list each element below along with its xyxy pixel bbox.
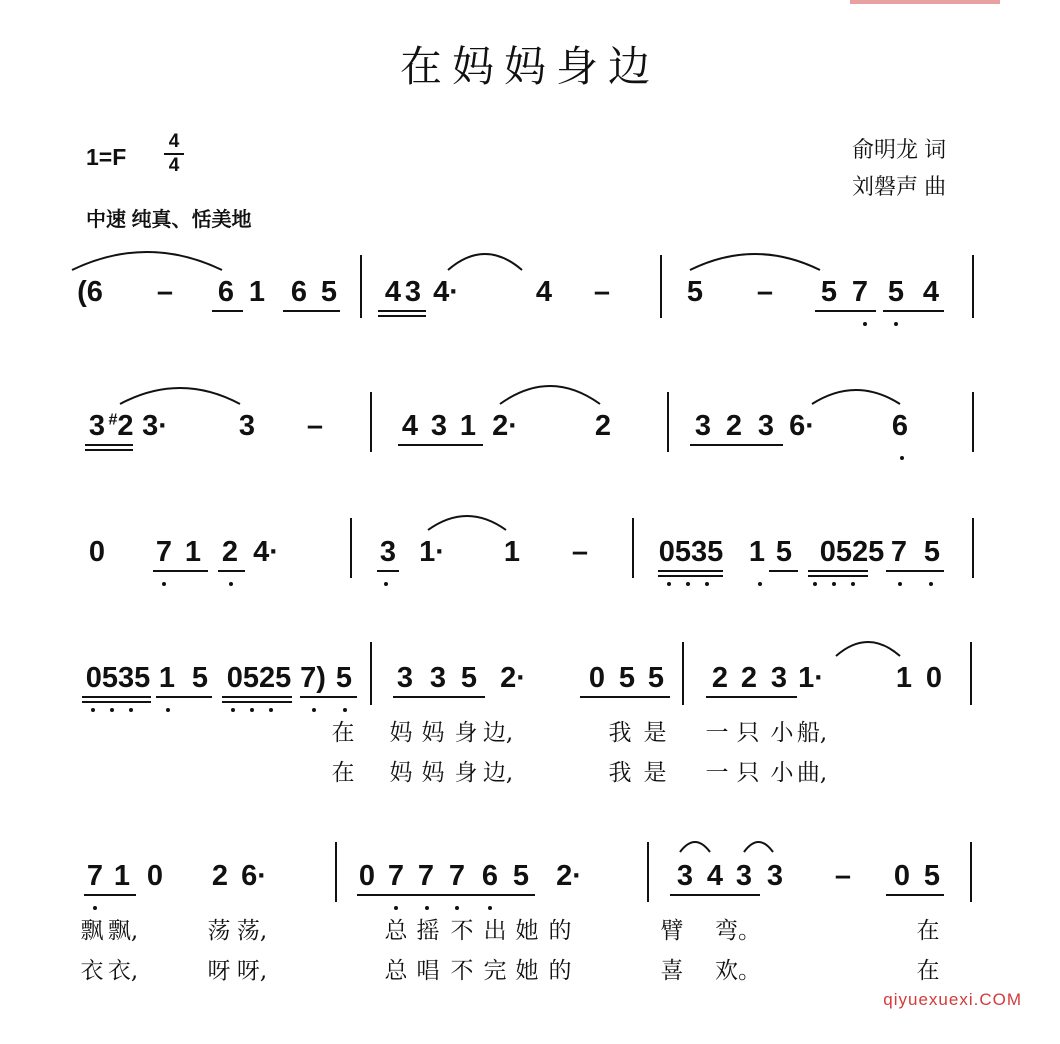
bar-line [647, 842, 649, 902]
beam-underline [815, 310, 876, 312]
note: 2 [725, 410, 743, 442]
note: 3 [430, 410, 448, 442]
note: 3· [142, 410, 168, 442]
slur [812, 390, 900, 404]
beam-underline [212, 310, 243, 312]
beam-underline [156, 696, 212, 698]
note: 1 [895, 662, 913, 694]
lyric-syllable: 是 [643, 760, 667, 786]
slur [72, 252, 222, 270]
beam-underline [580, 696, 670, 698]
lyric-syllable: 边, [482, 760, 514, 786]
note: (6 [77, 276, 103, 308]
lyric-syllable: 不 [450, 958, 474, 984]
lyric-syllable: 飘, [107, 918, 139, 944]
note: 3 [676, 860, 694, 892]
note: 2· [492, 410, 518, 442]
slur [744, 842, 773, 852]
octave-dot [231, 708, 235, 712]
tempo-marking: 中速 纯真、恬美地 [86, 209, 252, 231]
octave-dot [851, 582, 855, 586]
octave-dot [166, 708, 170, 712]
note: – [593, 276, 611, 308]
note: 3 [770, 662, 788, 694]
lyricist-credit: 俞明龙 词 [852, 137, 947, 162]
beam-underline [378, 310, 426, 312]
note: 4 [706, 860, 724, 892]
octave-dot [110, 708, 114, 712]
octave-dot [229, 582, 233, 586]
note: 7 [155, 536, 173, 568]
beam-underline [690, 444, 783, 446]
slur [500, 386, 600, 404]
beam-underline [153, 570, 208, 572]
octave-dot [863, 322, 867, 326]
beam-underline [670, 894, 760, 896]
lyric-syllable: 喜 [660, 958, 684, 984]
bar-line [660, 255, 662, 318]
lyric-syllable: 她 [515, 918, 539, 944]
octave-dot [686, 582, 690, 586]
lyric-syllable: 在 [331, 720, 355, 746]
octave-dot [900, 456, 904, 460]
note: 3 [735, 860, 753, 892]
lyric-syllable: 完 [483, 958, 507, 984]
note: 3 [694, 410, 712, 442]
beam-underline [222, 701, 292, 703]
note: 4· [253, 536, 279, 568]
note: 1 [113, 860, 131, 892]
note: 7 [890, 536, 908, 568]
slur [428, 516, 506, 530]
lyric-syllable: 荡 [207, 918, 231, 944]
slur [690, 254, 820, 270]
note: 3 [379, 536, 397, 568]
lyric-syllable: 总 [384, 958, 408, 984]
octave-dot [394, 906, 398, 910]
octave-dot [813, 582, 817, 586]
beam-underline [378, 315, 426, 317]
bar-line [667, 392, 669, 452]
bar-line [972, 392, 974, 452]
beam-underline [84, 894, 136, 896]
note: 7) [300, 662, 326, 694]
lyric-syllable: 妈 [389, 760, 413, 786]
beam-underline [883, 310, 944, 312]
note: 3 [88, 410, 106, 442]
note: 5 [923, 536, 941, 568]
octave-dot [384, 582, 388, 586]
lyric-syllable: 小 [770, 760, 794, 786]
note: 3 [429, 662, 447, 694]
beam-underline [82, 696, 151, 698]
beam-underline [398, 444, 483, 446]
note: 7 [851, 276, 869, 308]
note: 0 [358, 860, 376, 892]
lyric-syllable: 荡, [236, 918, 268, 944]
lyric-syllable: 船, [796, 720, 828, 746]
octave-dot [758, 582, 762, 586]
lyric-syllable: 的 [548, 958, 572, 984]
beam-underline [85, 444, 133, 446]
bar-line [682, 642, 684, 705]
note: 5 [647, 662, 665, 694]
octave-dot [425, 906, 429, 910]
top-color-strip [850, 0, 1000, 4]
beam-underline [85, 449, 133, 451]
octave-dot [343, 708, 347, 712]
lyric-syllable: 飘 [80, 918, 104, 944]
note: 1 [184, 536, 202, 568]
note: 4· [433, 276, 459, 308]
lyric-syllable: 身 [454, 720, 478, 746]
octave-dot [488, 906, 492, 910]
lyric-syllable: 衣 [80, 958, 104, 984]
lyric-syllable: 妈 [421, 720, 445, 746]
lyric-syllable: 欢。 [715, 958, 761, 984]
lyric-syllable: 小 [770, 720, 794, 746]
beam-underline [706, 696, 797, 698]
note: 6· [241, 860, 267, 892]
lyric-syllable: 她 [515, 958, 539, 984]
note: – [834, 860, 852, 892]
note: 1 [748, 536, 766, 568]
beam-underline [658, 575, 723, 577]
octave-dot [93, 906, 97, 910]
lyric-syllable: 在 [916, 918, 940, 944]
lyric-syllable: 呀, [236, 958, 268, 984]
note: 3 [396, 662, 414, 694]
octave-dot [832, 582, 836, 586]
note: 1 [158, 662, 176, 694]
note: 1 [503, 536, 521, 568]
octave-dot [129, 708, 133, 712]
lyric-syllable: 衣, [107, 958, 139, 984]
note: 5 [191, 662, 209, 694]
note: 4 [922, 276, 940, 308]
time-signature-top: 4 [168, 131, 180, 152]
bar-line [370, 642, 372, 705]
slur [448, 254, 522, 270]
lyric-syllable: 出 [483, 918, 507, 944]
note: 2 [594, 410, 612, 442]
composer-credit: 刘磐声 曲 [852, 174, 947, 199]
note: 4 [384, 276, 402, 308]
beam-underline [300, 696, 357, 698]
note: 4 [535, 276, 553, 308]
octave-dot [269, 708, 273, 712]
bar-line [350, 518, 352, 578]
note: 7 [86, 860, 104, 892]
note: – [156, 276, 174, 308]
note: 0 [88, 536, 106, 568]
note: – [306, 410, 324, 442]
beam-underline [357, 894, 535, 896]
note: 0 [588, 662, 606, 694]
beam-underline [283, 310, 340, 312]
note: 5 [923, 860, 941, 892]
note: 4 [401, 410, 419, 442]
note: 0525 [819, 536, 885, 568]
note: 0 [146, 860, 164, 892]
beam-underline [658, 570, 723, 572]
lyric-syllable: 身 [454, 760, 478, 786]
bar-line [970, 842, 972, 902]
slur [120, 388, 240, 404]
note: – [756, 276, 774, 308]
note: 0525 [226, 662, 292, 694]
octave-dot [705, 582, 709, 586]
lyric-syllable: 是 [643, 720, 667, 746]
note: 5 [887, 276, 905, 308]
octave-dot [162, 582, 166, 586]
octave-dot [929, 582, 933, 586]
note: 7 [417, 860, 435, 892]
note: 3 [238, 410, 256, 442]
note: 3 [757, 410, 775, 442]
lyric-syllable: 不 [450, 918, 474, 944]
bar-line [370, 392, 372, 452]
note: 0 [925, 662, 943, 694]
lyric-syllable: 臂 [660, 918, 684, 944]
lyric-syllable: 妈 [389, 720, 413, 746]
note: 0535 [85, 662, 151, 694]
watermark: qiyuexuexi.COM [883, 990, 1022, 1009]
beam-underline [218, 570, 245, 572]
note: 5 [618, 662, 636, 694]
lyric-syllable: 弯。 [715, 918, 761, 944]
note: 2· [556, 860, 582, 892]
beam-underline [377, 570, 399, 572]
bar-line [360, 255, 362, 318]
note: 5 [820, 276, 838, 308]
note: 1 [459, 410, 477, 442]
beam-underline [769, 570, 798, 572]
slur [836, 642, 900, 656]
note: 6 [891, 410, 909, 442]
note: 6 [481, 860, 499, 892]
note: 6 [290, 276, 308, 308]
note: 2 [740, 662, 758, 694]
beam-underline [222, 696, 292, 698]
bar-line [970, 642, 972, 705]
lyric-syllable: 总 [384, 918, 408, 944]
beam-underline [808, 570, 868, 572]
note: 5 [686, 276, 704, 308]
note: 5 [320, 276, 338, 308]
lyric-syllable: 的 [548, 918, 572, 944]
note: 5 [512, 860, 530, 892]
note: 2 [711, 662, 729, 694]
lyric-syllable: 我 [608, 760, 632, 786]
note: 2· [500, 662, 526, 694]
lyric-syllable: 我 [608, 720, 632, 746]
lyric-syllable: 只 [736, 760, 760, 786]
note: 5 [775, 536, 793, 568]
note: 7 [448, 860, 466, 892]
beam-underline [886, 894, 944, 896]
beam-underline [393, 696, 485, 698]
note: – [571, 536, 589, 568]
octave-dot [894, 322, 898, 326]
lyric-syllable: 在 [916, 958, 940, 984]
octave-dot [455, 906, 459, 910]
octave-dot [91, 708, 95, 712]
song-title: 在妈妈身边 [399, 42, 660, 91]
note: 3 [404, 276, 422, 308]
note: 1· [798, 662, 824, 694]
note: #2 [108, 410, 134, 442]
beam-underline [808, 575, 868, 577]
note: 3 [766, 860, 784, 892]
beam-underline [886, 570, 944, 572]
lyric-syllable: 妈 [421, 760, 445, 786]
note: 1 [248, 276, 266, 308]
lyric-syllable: 一 [705, 760, 729, 786]
note: 6 [217, 276, 235, 308]
bar-line [972, 518, 974, 578]
note: 5 [460, 662, 478, 694]
note: 0535 [658, 536, 724, 568]
beam-underline [82, 701, 151, 703]
note: 5 [335, 662, 353, 694]
bar-line [632, 518, 634, 578]
octave-dot [250, 708, 254, 712]
lyric-syllable: 呀 [207, 958, 231, 984]
note: 1· [419, 536, 445, 568]
lyric-syllable: 在 [331, 760, 355, 786]
octave-dot [898, 582, 902, 586]
slur [680, 842, 710, 852]
lyric-syllable: 只 [736, 720, 760, 746]
lyric-syllable: 摇 [416, 918, 440, 944]
note: 2 [211, 860, 229, 892]
time-signature-bottom: 4 [168, 155, 180, 176]
time-signature [164, 132, 184, 176]
key-signature: 1=F [86, 144, 127, 170]
octave-dot [667, 582, 671, 586]
lyric-syllable: 唱 [416, 958, 440, 984]
lyric-syllable: 一 [705, 720, 729, 746]
lyric-syllable: 边, [482, 720, 514, 746]
octave-dot [312, 708, 316, 712]
note: 0 [893, 860, 911, 892]
note: 7 [387, 860, 405, 892]
bar-line [335, 842, 337, 902]
lyric-syllable: 曲, [796, 760, 828, 786]
note: 2 [221, 536, 239, 568]
note: 6· [789, 410, 815, 442]
bar-line [972, 255, 974, 318]
